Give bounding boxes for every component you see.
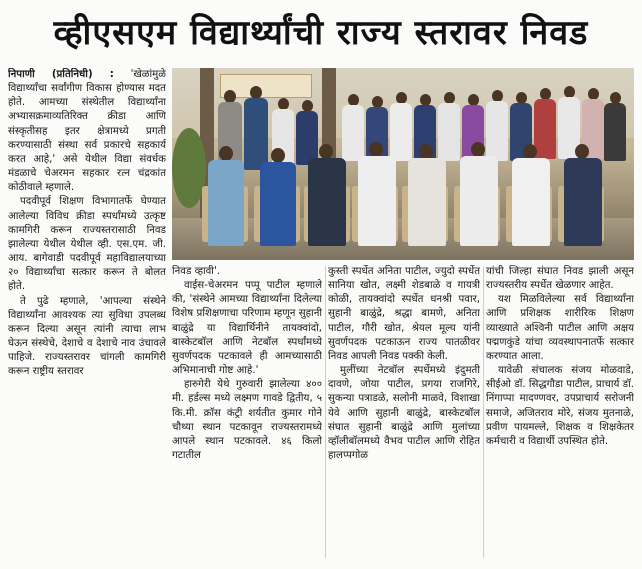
article-paragraph: मुलींच्या नेटबॉल स्पर्धेमध्ये इंदुमती दावणे, जोया पाटील, प्रगया राजगिरे, सुकन्या पत्राडळे, सलोनी माळवे, विशाखा येवे आणि सुहानी बाळुंद्रे, बास्केटबॉल संघात सुहानी बाळुंद्रे आणि मुलांच्या व्हॉलीबॉलमध्ये वैभव पाटील आणि रोहित हालप्पगोळ (328, 365, 480, 462)
column-rule (325, 266, 326, 558)
paragraph-text: 'खेळांमुळे विद्यार्थ्यांचा सर्वांगीण विकास होण्यास मदत होते. आमच्या संस्थेतील विद्यार्थ्यांना अभ्यासक्रमाव्यतिरिक्त क्रीडा आणि संस्कृतीसह इतर क्षेत्रामध्ये प्रगती करण्यासाठी संस्था सर्व प्रकारचे सहकार्य करत आहे,' असे येथील विद्या संवर्धक मंडळाचे चेअरमन सहकार रत्न चंद्रकांत कोठीवाले म्हणाले. (8, 69, 166, 194)
article-column-left (8, 68, 166, 562)
article-paragraph: कुस्ती स्पर्धेत अनिता पाटील, ज्युदो स्पर्धेत सानिया खोत, लक्ष्मी शेडबाळे व गायत्री कोळी, तायक्वांदो स्पर्धेत धनश्री पवार, सुहानी बाळुंद्रे, श्रद्धा बामणे, अनिता पाटील, गौरी खोत, श्रेयल मूल्य यांनी सुवर्णपदक पटकाऊन राज्य पातळीवर निवड आपली निवड पक्की केली. (328, 266, 480, 362)
article-column-4 (486, 265, 634, 562)
article-paragraph: हारुगेरी येथे गुरुवारी झालेल्या ४०० मी. हर्डल्स मध्ये लक्ष्मण गावडे द्वितीय, ५ कि.मी. क्रॉस कंट्री शर्यतीत कुमार गोने चौथ्या स्थान पटकावून राज्यस्तरामध्ये आपले स्थान पटकावले. ४६ किलो गटातील (172, 379, 322, 462)
article-paragraph: यांची जिल्हा संघात निवड झाली असून राज्यस्तरीय स्पर्धेत खेळणार आहेत. (486, 266, 634, 292)
dateline: निपाणी (प्रतिनिधी) : (8, 69, 114, 80)
article-column-3 (328, 265, 480, 562)
article-paragraph: यश मिळविलेल्या सर्व विद्यार्थ्यांना आणि प्रशिक्षक शारीरिक शिक्षण व्याख्याते अश्विनी पाटील आणि अक्षय पद्मणकुंडे यांचा व्यवस्थापनातर्फे सत्कार करण्यात आला. (486, 294, 634, 362)
article-paragraph (8, 68, 166, 195)
article-paragraph: ते पुढे म्हणाले, 'आपल्या संस्थेने विद्यार्थ्यांना आवश्यक त्या सुविधा उपलब्ध करून दिल्या असून त्यांनी त्याचा लाभ घेऊन संस्थेचे, देशाचे व देशाचे नाव उंचावले पाहिजे. राज्यस्तरावर चांगली कामगिरी करून राष्ट्रीय स्तरावर (8, 295, 166, 378)
article-paragraph: यावेळी संचालक संजय मोळवाडे, सीईओ डॉ. सिद्धगौडा पाटील, प्राचार्य डॉ. निंगाप्पा मादण्णवर, उपप्राचार्य सरोजनी समाजे, अजितराव मोरे, संजय मुतनाळे, प्रवीण पायमल्ले, शिक्षक व शिक्षकेतर कर्मचारी व विद्यार्थी उपस्थित होते. (486, 365, 634, 447)
article-paragraph: पदवीपूर्व शिक्षण विभागातर्फे घेण्यात आलेल्या विविध क्रीडा स्पर्धांमध्ये उत्कृष्ट कामगिरी करून राज्यस्तरासाठी निवड झालेल्या येथील येथील व्ही. एस.एम. जी. आय. बागेवाडी पदवीपूर्व महाविद्यालयाच्या २० विद्यार्थ्यांचा सत्कार करून ते बोलत होते. (8, 196, 166, 293)
article-column-2 (172, 265, 322, 562)
article-paragraph: निवड व्हावी'. (172, 266, 220, 277)
article-headline: व्हीएसएम विद्यार्थ्यांची राज्य स्तरावर निवड (53, 13, 589, 53)
group-photo (172, 68, 634, 260)
column-rule (483, 266, 484, 558)
article-paragraph: वाईस-चेअरमन पप्पू पाटील म्हणाले की, 'संस्थेने आमच्या विद्यार्थ्यांना दिलेल्या विशेष प्रशिक्षणाचा परिणाम म्हणून सुहानी बाळुंद्रे या विद्यार्थिनीने तायक्वांदो, बास्केटबॉल आणि नेटबॉल स्पर्धांमध्ये सुवर्णपदक पटकावले ही आमच्यासाठी अभिमानाची गोष्ट आहे.' (172, 280, 322, 377)
